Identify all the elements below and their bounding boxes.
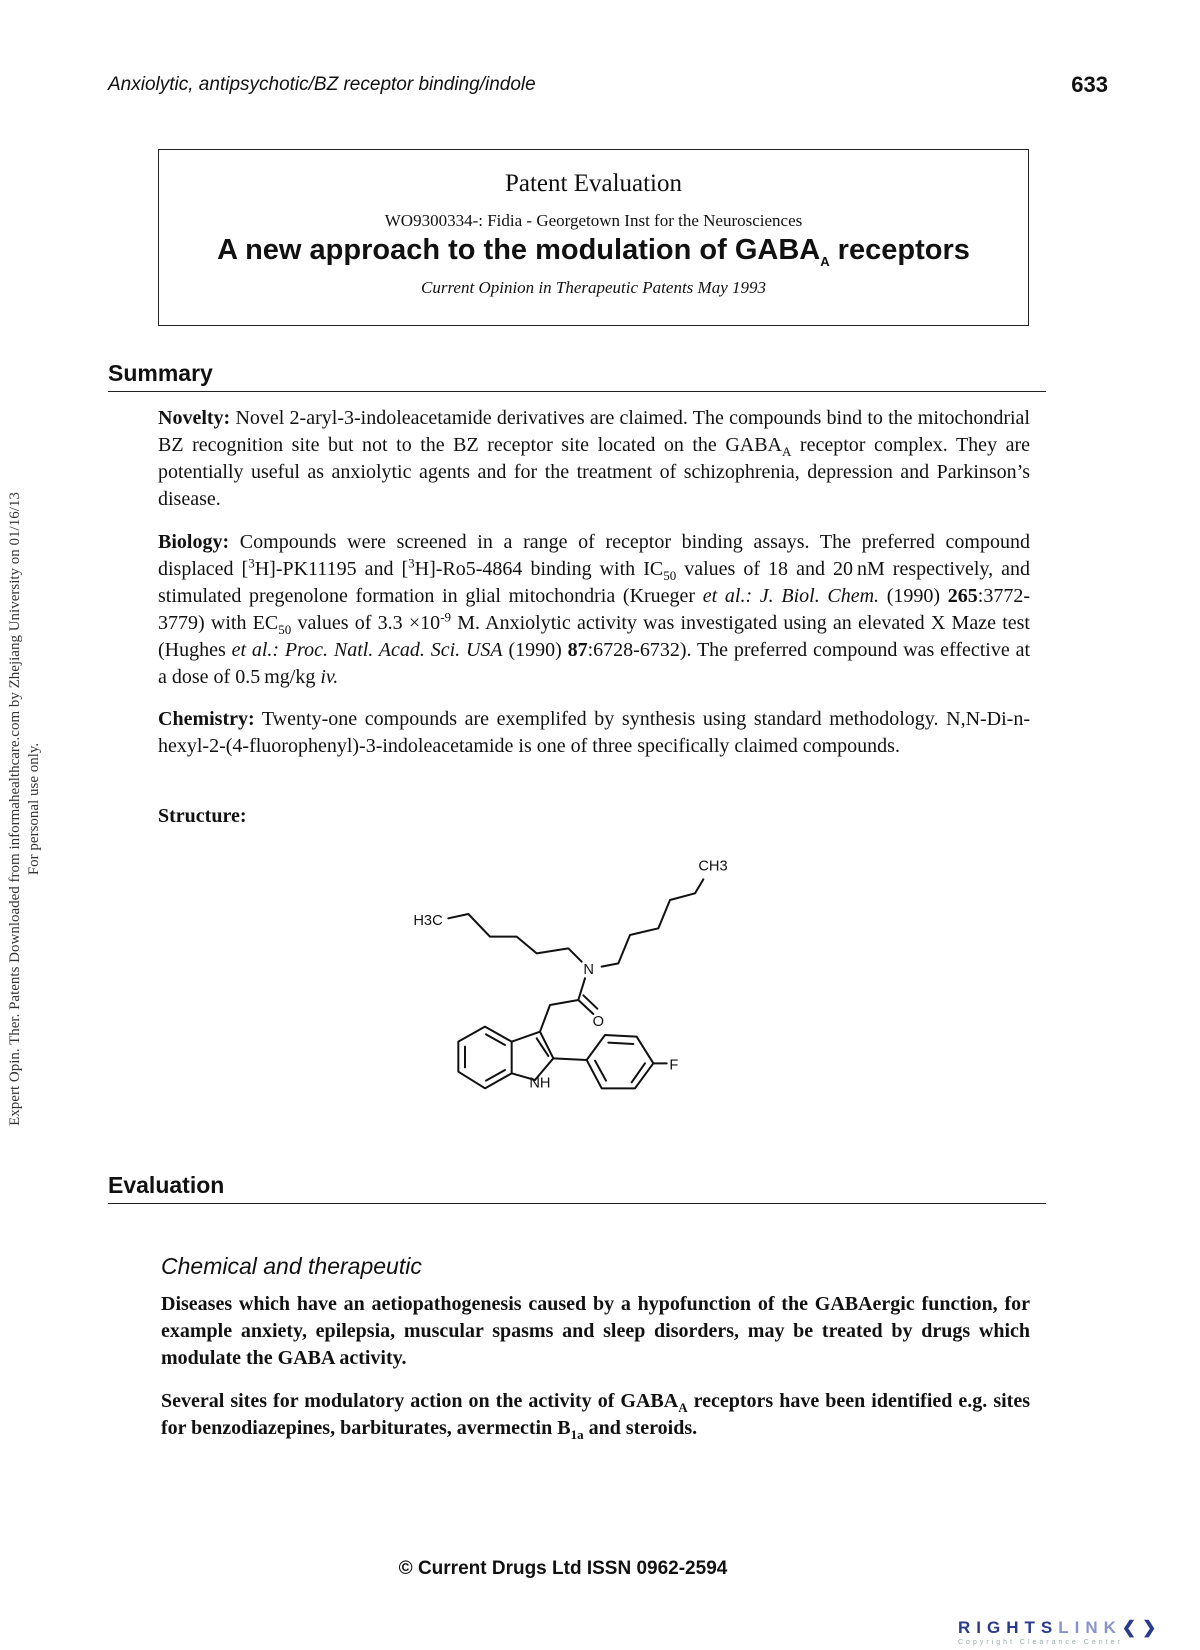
evaluation-rule [108, 1203, 1046, 1204]
text: values of 18 and 20 nM respectively, and stimulated pregenolone formation in glial mitochondria (Krueger [158, 558, 1031, 607]
article-title [159, 234, 1028, 267]
rightslink-logo[interactable] [958, 1618, 1162, 1646]
sub: 1a [570, 1427, 584, 1442]
title-text: A new approach to the modulation of GABA [217, 234, 821, 266]
running-head: Anxiolytic, antipsychotic/BZ receptor binding/indole [108, 74, 536, 95]
volume: 87 [567, 639, 588, 661]
evaluation-paragraph-1: Diseases which have an aetiopathogenesis caused by a hypofunction of the GABAergic function, for example anxiety, epilepsia, muscular spasms and sleep disorders, may be treated by drugs which modulate the GABA activity. [161, 1293, 1030, 1369]
chemistry-label: Chemistry: [158, 708, 255, 730]
novelty-label: Novelty: [158, 407, 231, 429]
journal-line: Current Opinion in Therapeutic Patents May 1993 [420, 278, 766, 297]
summary-heading: Summary [108, 360, 213, 386]
atom-h3c: H3C [413, 913, 443, 929]
chemistry-paragraph [158, 706, 1030, 760]
rightslink-light: LINK [1058, 1618, 1122, 1637]
title-text-end: receptors [829, 234, 970, 266]
citation: et al.: Proc. Natl. Acad. Sci. USA [231, 639, 503, 661]
rightslink-dark: RIGHTS [958, 1618, 1059, 1637]
page-number: 633 [1071, 72, 1108, 97]
text: Several sites for modulatory action on the activity of GABA [161, 1390, 679, 1412]
text: receptors have been identified e.g. sites for benzodiazepines, barbiturates, avermectin B [161, 1390, 1030, 1439]
sup: 3 [248, 555, 255, 571]
title-subscript: A [820, 253, 830, 269]
text: :6728-6732). The preferred compound was effective at a dose of 0.5 mg/kg [158, 639, 1030, 688]
text: H]-Ro5-4864 binding with IC [414, 558, 664, 580]
rightslink-subtitle: Copyright Clearance Center [958, 1639, 1123, 1646]
novelty-paragraph [158, 405, 1030, 513]
biology-label: Biology: [158, 531, 230, 553]
text: Novel 2-aryl-3-indoleacetamide derivatives are claimed. The compounds bind to the mitochondrial BZ recognition site but not to the BZ receptor site located on the GABA [158, 407, 1030, 456]
text: receptor complex. They are potentially useful as anxiolytic agents and for the treatment of schizophrenia, depression and Parkinson’s disease. [158, 434, 1031, 510]
evaluation-paragraph-2 [161, 1388, 1030, 1442]
text: and steroids. [583, 1417, 698, 1439]
title-box [158, 149, 1029, 326]
download-watermark [6, 399, 44, 1219]
biology-paragraph [158, 529, 1030, 691]
subsection-heading: Chemical and therapeutic [161, 1253, 422, 1279]
route: iv. [320, 666, 339, 688]
chevron-icon: ❮❯ [1121, 1618, 1163, 1637]
text: :3772-3779) with EC [158, 585, 1030, 634]
rightslink-wordmark [958, 1618, 1162, 1638]
atom-o: O [592, 1014, 605, 1030]
citation: et al.: J. Biol. Chem. [702, 585, 880, 607]
atom-n: N [583, 962, 594, 978]
chemical-structure [380, 850, 760, 1130]
sup: -9 [440, 609, 452, 625]
watermark-line-1: Expert Opin. Ther. Patents Downloaded from informahealthcare.com by Zhejiang University on 01/16/13 [7, 492, 23, 1126]
atom-f: F [669, 1057, 679, 1074]
sub: 50 [663, 568, 677, 583]
structure-label-text: Structure: [158, 805, 247, 827]
volume: 265 [947, 585, 978, 607]
watermark-line-2: For personal use only. [26, 742, 42, 876]
text: (1990) [879, 585, 948, 607]
bonds [448, 879, 703, 1088]
atom-ch3: CH3 [698, 858, 728, 875]
text: Compounds were screened in a range of receptor binding assays. The preferred compound displaced [ [158, 531, 1030, 580]
text: (1990) [502, 639, 568, 661]
text: Twenty-one compounds are exemplifed by synthesis using standard methodology. N,N-Di-n-hexyl-2-(4-fluorophenyl)-3-indoleacetamide is one of three specifically claimed compounds. [158, 708, 1030, 757]
patent-reference: WO9300334-: Fidia - Georgetown Inst for the Neurosciences [384, 211, 803, 230]
text: values of 3.3 ×10 [291, 612, 441, 634]
structure-label [158, 803, 1030, 830]
text: M. Anxiolytic activity was investigated using an elevated X Maze test (Hughes [158, 612, 1030, 661]
sup: 3 [408, 555, 415, 571]
sub: A [678, 1400, 688, 1415]
sub: 50 [278, 622, 292, 637]
summary-rule [108, 391, 1046, 392]
subscript: A [782, 444, 792, 459]
evaluation-heading: Evaluation [108, 1172, 225, 1198]
text: H]-PK11195 and [ [254, 558, 409, 580]
box-label: Patent Evaluation [504, 170, 683, 197]
atom-nh: NH [529, 1075, 551, 1092]
footer-copyright: © Current Drugs Ltd ISSN 0962-2594 [398, 1558, 728, 1579]
